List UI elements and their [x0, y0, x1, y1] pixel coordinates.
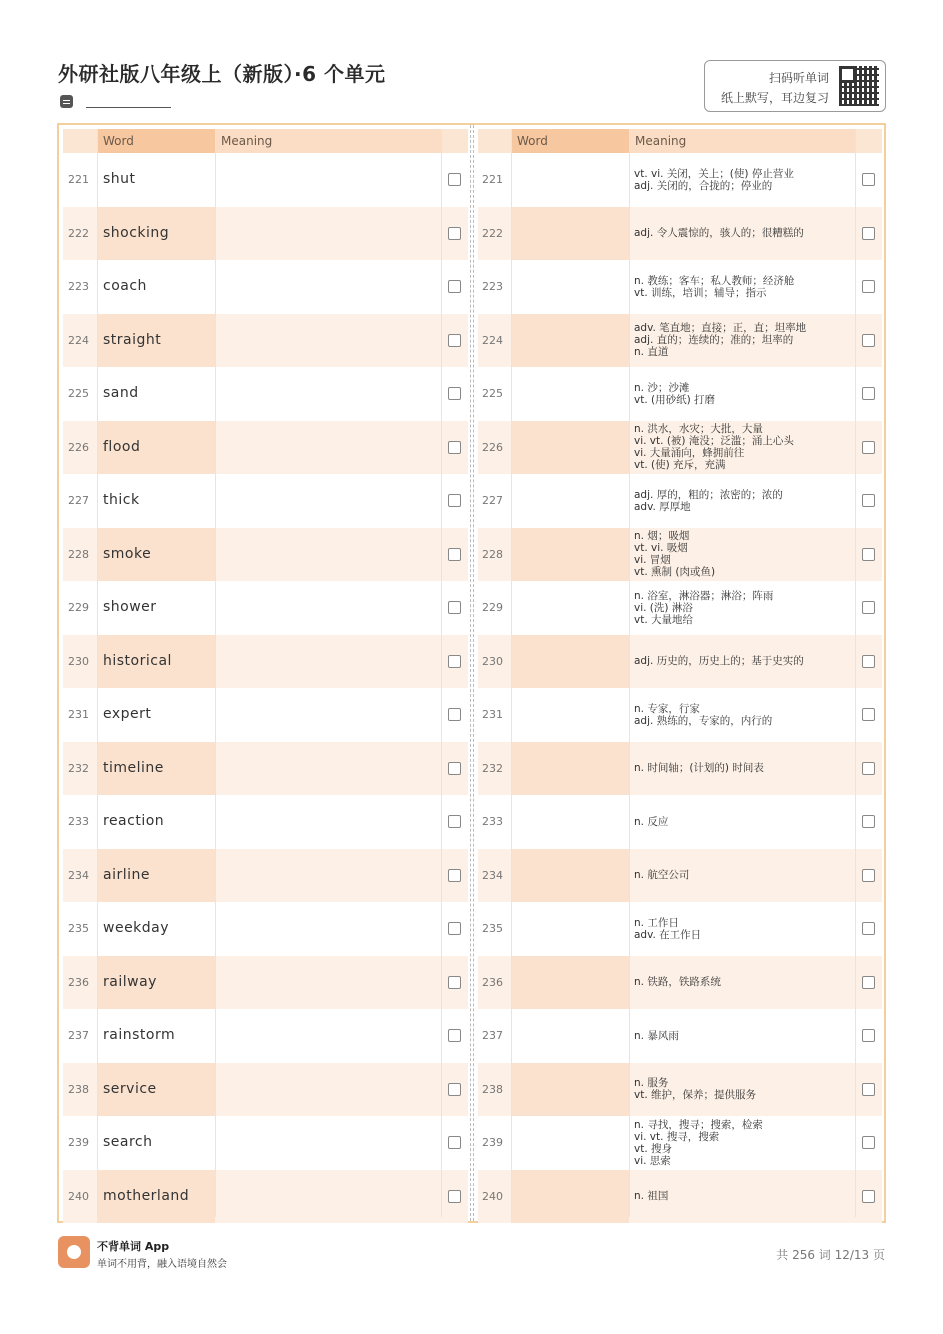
word-text: airline: [103, 866, 150, 883]
checkbox[interactable]: [448, 976, 461, 989]
table-row: [478, 528, 882, 582]
row-number: 236: [68, 975, 89, 989]
table-row: [478, 688, 882, 742]
table-row: [63, 1063, 468, 1117]
meaning-text: [634, 314, 856, 368]
word-blank[interactable]: [511, 367, 629, 421]
row-number: 239: [68, 1136, 89, 1149]
word-text: rainstorm: [103, 1027, 176, 1043]
column-divider: [441, 129, 442, 1217]
row-number: 227: [482, 494, 503, 507]
table-row: [478, 1063, 882, 1117]
app-slogan: 单词不用背，融入语境自然会: [97, 1259, 227, 1270]
row-number: 233: [482, 815, 503, 828]
word-blank[interactable]: [511, 474, 629, 528]
row-number: 231: [68, 708, 89, 721]
right-header-meaning: Meaning: [629, 129, 855, 153]
word-text: railway: [103, 973, 157, 990]
meaning-blank[interactable]: [215, 474, 441, 528]
row-number: 239: [482, 1136, 503, 1149]
meaning-line: vi. vt. 搜寻，搜索: [634, 1130, 720, 1143]
checkbox[interactable]: [448, 1029, 461, 1042]
meaning-line: vi. (洗) 淋浴: [634, 601, 693, 614]
column-divider: [511, 129, 512, 1217]
word-blank[interactable]: [511, 849, 629, 903]
meaning-text: [634, 367, 856, 421]
column-divider: [855, 129, 856, 1217]
table-row: [478, 207, 882, 261]
meaning-blank[interactable]: [215, 795, 441, 849]
table-row: [63, 153, 468, 207]
table-row: [478, 742, 882, 796]
word-blank[interactable]: [511, 956, 629, 1010]
checkbox[interactable]: [448, 922, 461, 935]
column-divider: [629, 129, 630, 1217]
meaning-line: vt. 训练，培训；辅导；指示: [634, 286, 767, 299]
checkbox[interactable]: [862, 655, 875, 668]
checkbox[interactable]: [448, 227, 461, 240]
column-divider: [215, 129, 216, 1217]
meaning-line: vt. 大量地给: [634, 613, 694, 626]
checkbox[interactable]: [862, 869, 875, 882]
qr-promo-line1: 扫码听单词: [768, 71, 829, 85]
table-row: [63, 367, 468, 421]
meaning-blank[interactable]: [215, 956, 441, 1010]
meaning-text: [634, 474, 856, 528]
table-row: [478, 367, 882, 421]
table-row: [478, 421, 882, 475]
word-blank[interactable]: [511, 742, 629, 796]
checkbox[interactable]: [862, 1190, 875, 1203]
table-row: [63, 635, 468, 689]
meaning-line: n. 铁路，铁路系统: [634, 976, 721, 989]
checkbox[interactable]: [862, 334, 875, 347]
meaning-line: vi. 大量涌向，蜂拥前往: [634, 447, 745, 460]
row-number: 222: [68, 226, 89, 240]
checkbox[interactable]: [862, 1083, 875, 1096]
table-row: [478, 956, 882, 1010]
table-row: [478, 314, 882, 368]
table-row: [63, 207, 468, 261]
checkbox[interactable]: [448, 1083, 461, 1096]
left-header-word: Word: [97, 129, 215, 153]
qr-promo-box[interactable]: [704, 60, 886, 112]
row-number: 230: [482, 654, 503, 668]
table-row: [478, 849, 882, 903]
checkbox[interactable]: [862, 548, 875, 561]
calendar-icon: [60, 95, 73, 108]
meaning-line: vt. vi. 吸烟: [634, 542, 688, 555]
page-title: 外研社版八年级上（新版）·6 个单元: [58, 62, 386, 86]
word-blank[interactable]: [511, 581, 629, 635]
word-blank[interactable]: [511, 1170, 629, 1224]
table-row: [478, 635, 882, 689]
meaning-text: [634, 153, 856, 207]
table-row: [478, 153, 882, 207]
table-row: [478, 1009, 882, 1063]
row-number: 237: [68, 1029, 89, 1042]
table-row: [478, 902, 882, 956]
row-number: 229: [68, 601, 89, 614]
meaning-line: adj. 厚的，粗的；浓密的；浓的: [634, 488, 783, 501]
checkbox[interactable]: [862, 1029, 875, 1042]
meaning-line: vi. vt. (被) 淹没；泛滥；涌上心头: [634, 435, 794, 448]
meaning-blank[interactable]: [215, 528, 441, 582]
meaning-line: vi. 冒烟: [634, 554, 671, 567]
word-text: reaction: [103, 813, 165, 829]
checkbox[interactable]: [862, 601, 875, 614]
meaning-line: vt. (使) 充斥，充满: [634, 459, 726, 472]
meaning-text: [634, 1170, 856, 1224]
table-row: [478, 1116, 882, 1170]
checkbox[interactable]: [862, 1136, 875, 1149]
meaning-line: adj. 熟练的，专家的，内行的: [634, 714, 773, 727]
row-number: 238: [68, 1082, 89, 1096]
word-blank[interactable]: [511, 421, 629, 475]
meaning-line: n. 祖国: [634, 1190, 669, 1203]
checkbox[interactable]: [862, 815, 875, 828]
meaning-line: n. 工作日: [634, 916, 679, 929]
meaning-text: [634, 902, 856, 956]
meaning-text: [634, 1063, 856, 1117]
app-name: 不背单词 App: [97, 1240, 170, 1253]
meaning-line: adv. 在工作日: [634, 928, 702, 941]
row-number: 228: [68, 547, 89, 561]
meaning-blank[interactable]: [215, 367, 441, 421]
meaning-line: adj. 关闭的，合拢的；停业的: [634, 179, 773, 192]
word-text: shocking: [103, 224, 170, 241]
column-divider: [97, 129, 98, 1217]
word-text: motherland: [103, 1187, 190, 1204]
checkbox[interactable]: [448, 815, 461, 828]
meaning-text: [634, 742, 856, 796]
row-number: 238: [482, 1082, 503, 1096]
meaning-text: [634, 795, 856, 849]
meaning-blank[interactable]: [215, 1063, 441, 1117]
checkbox[interactable]: [448, 1136, 461, 1149]
row-number: 224: [68, 333, 89, 347]
meaning-text: [634, 528, 856, 582]
word-text: shut: [103, 171, 136, 187]
date-blank-line: [86, 107, 171, 108]
checkbox[interactable]: [448, 601, 461, 614]
qr-promo-line2: 纸上默写，耳边复习: [720, 91, 829, 105]
row-number: 235: [482, 922, 503, 935]
meaning-line: adj. 历史的，历史上的；基于史实的: [634, 655, 804, 668]
meaning-line: n. 时间轴；(计划的) 时间表: [634, 762, 764, 775]
meaning-line: n. 服务: [634, 1077, 669, 1090]
meaning-text: [634, 207, 856, 261]
row-number: 225: [482, 387, 503, 400]
meaning-line: vt. 维护，保养；提供服务: [634, 1089, 757, 1102]
checkbox[interactable]: [448, 441, 461, 454]
row-number: 233: [68, 815, 89, 828]
row-number: 228: [482, 547, 503, 561]
meaning-blank[interactable]: [215, 688, 441, 742]
checkbox[interactable]: [862, 280, 875, 293]
row-number: 229: [482, 601, 503, 614]
table-row: [63, 849, 468, 903]
meaning-line: adj. 令人震惊的，骇人的；很糟糕的: [634, 227, 804, 240]
checkbox[interactable]: [448, 869, 461, 882]
row-number: 237: [482, 1029, 503, 1042]
row-number: 221: [482, 173, 503, 186]
table-row: [63, 795, 468, 849]
meaning-line: n. 教练；客车；私人教师；经济舱: [634, 274, 795, 287]
row-number: 221: [68, 173, 89, 186]
meaning-text: [634, 688, 856, 742]
checkbox[interactable]: [448, 280, 461, 293]
word-text: timeline: [103, 759, 164, 776]
row-number: 227: [68, 494, 89, 507]
meaning-text: [634, 260, 856, 314]
meaning-line: n. 直道: [634, 346, 669, 359]
meaning-text: [634, 421, 856, 475]
meaning-blank[interactable]: [215, 153, 441, 207]
meaning-line: n. 航空公司: [634, 869, 690, 882]
meaning-line: vt. (用砂纸) 打磨: [634, 393, 716, 406]
word-blank[interactable]: [511, 314, 629, 368]
table-row: [478, 1170, 882, 1224]
page-info: 共 256 词 12/13 页: [776, 1248, 885, 1262]
row-number: 222: [482, 226, 503, 240]
checkbox[interactable]: [862, 762, 875, 775]
row-number: 236: [482, 975, 503, 989]
table-row: [478, 260, 882, 314]
word-blank[interactable]: [511, 902, 629, 956]
meaning-line: n. 寻找，搜寻；搜索，检索: [634, 1118, 763, 1131]
row-number: 234: [482, 868, 503, 882]
meaning-blank[interactable]: [215, 260, 441, 314]
app-logo: [58, 1236, 90, 1268]
meaning-blank[interactable]: [215, 314, 441, 368]
word-text: sand: [103, 385, 139, 401]
table-row: [63, 902, 468, 956]
word-blank[interactable]: [511, 153, 629, 207]
table-row: [63, 1170, 468, 1224]
left-half-table: [59, 125, 470, 1221]
word-blank[interactable]: [511, 1009, 629, 1063]
meaning-line: n. 专家，行家: [634, 702, 700, 715]
table-row: [478, 795, 882, 849]
meaning-line: n. 洪水，水灾；大批，大量: [634, 423, 763, 436]
meaning-blank[interactable]: [215, 207, 441, 261]
table-row: [63, 1009, 468, 1063]
word-text: straight: [103, 331, 162, 348]
row-number: 230: [68, 654, 89, 668]
word-blank[interactable]: [511, 688, 629, 742]
checkbox[interactable]: [862, 494, 875, 507]
checkbox[interactable]: [448, 708, 461, 721]
table-row: [478, 581, 882, 635]
meaning-text: [634, 581, 856, 635]
meaning-blank[interactable]: [215, 849, 441, 903]
checkbox[interactable]: [862, 227, 875, 240]
checkbox[interactable]: [448, 387, 461, 400]
meaning-blank[interactable]: [215, 902, 441, 956]
checkbox[interactable]: [862, 976, 875, 989]
meaning-line: vt. 搜身: [634, 1142, 673, 1155]
meaning-line: n. 浴室，淋浴器；淋浴；阵雨: [634, 589, 774, 602]
table-row: [63, 581, 468, 635]
word-text: historical: [103, 652, 172, 669]
meaning-blank[interactable]: [215, 635, 441, 689]
table-row: [63, 1116, 468, 1170]
meaning-line: adv. 厚厚地: [634, 500, 691, 513]
table-row: [63, 314, 468, 368]
meaning-text: [634, 1009, 856, 1063]
row-number: 226: [68, 440, 89, 454]
checkbox[interactable]: [448, 548, 461, 561]
checkbox[interactable]: [862, 708, 875, 721]
checkbox[interactable]: [448, 762, 461, 775]
checkbox[interactable]: [862, 441, 875, 454]
meaning-line: adv. 笔直地；直接；正，直；坦率地: [634, 322, 807, 335]
row-number: 224: [482, 333, 503, 347]
word-blank[interactable]: [511, 1116, 629, 1170]
word-blank[interactable]: [511, 635, 629, 689]
meaning-line: n. 沙；沙滩: [634, 381, 690, 394]
table-row: [478, 474, 882, 528]
meaning-text: [634, 1116, 856, 1170]
checkbox[interactable]: [862, 922, 875, 935]
checkbox[interactable]: [448, 1190, 461, 1203]
word-text: coach: [103, 278, 147, 294]
meaning-line: vi. 思索: [634, 1154, 671, 1167]
left-header-meaning: Meaning: [215, 129, 441, 153]
word-blank[interactable]: [511, 207, 629, 261]
meaning-line: n. 暴风雨: [634, 1029, 679, 1042]
checkbox[interactable]: [448, 334, 461, 347]
table-row: [63, 260, 468, 314]
word-text: shower: [103, 599, 157, 615]
word-text: flood: [103, 438, 141, 455]
row-number: 235: [68, 922, 89, 935]
meaning-line: vt. 熏制 (肉或鱼): [634, 566, 716, 579]
meaning-text: [634, 956, 856, 1010]
meaning-blank[interactable]: [215, 742, 441, 796]
meaning-line: vt. vi. 关闭，关上；(使) 停止营业: [634, 167, 794, 180]
table-row: [63, 474, 468, 528]
vocab-table-frame: [57, 123, 886, 1223]
checkbox[interactable]: [862, 173, 875, 186]
row-number: 225: [68, 387, 89, 400]
table-row: [63, 421, 468, 475]
word-text: smoke: [103, 545, 152, 562]
qr-code-icon[interactable]: [839, 66, 879, 106]
right-half-table: [474, 125, 884, 1221]
meaning-line: n. 反应: [634, 815, 669, 828]
word-blank[interactable]: [511, 795, 629, 849]
table-row: [63, 742, 468, 796]
meaning-line: n. 烟；吸烟: [634, 530, 690, 543]
table-row: [63, 688, 468, 742]
row-number: 232: [482, 761, 503, 775]
word-blank[interactable]: [511, 260, 629, 314]
row-number: 223: [68, 280, 89, 293]
meaning-blank[interactable]: [215, 1116, 441, 1170]
row-number: 240: [482, 1189, 503, 1203]
meaning-blank[interactable]: [215, 1170, 441, 1224]
word-blank[interactable]: [511, 1063, 629, 1117]
word-text: search: [103, 1134, 153, 1150]
table-row: [63, 528, 468, 582]
meaning-blank[interactable]: [215, 421, 441, 475]
meaning-line: adj. 直的；连续的；准的；坦率的: [634, 334, 794, 347]
row-number: 231: [482, 708, 503, 721]
meaning-text: [634, 849, 856, 903]
meaning-blank[interactable]: [215, 1009, 441, 1063]
meaning-blank[interactable]: [215, 581, 441, 635]
word-text: service: [103, 1080, 157, 1097]
row-number: 232: [68, 761, 89, 775]
word-text: thick: [103, 492, 140, 508]
row-number: 240: [68, 1189, 89, 1203]
word-text: expert: [103, 706, 152, 722]
checkbox[interactable]: [448, 494, 461, 507]
word-text: weekday: [103, 920, 170, 936]
right-header-word: Word: [511, 129, 629, 153]
row-number: 234: [68, 868, 89, 882]
checkbox[interactable]: [448, 173, 461, 186]
row-number: 223: [482, 280, 503, 293]
checkbox[interactable]: [862, 387, 875, 400]
table-row: [63, 956, 468, 1010]
meaning-text: [634, 635, 856, 689]
row-number: 226: [482, 440, 503, 454]
word-blank[interactable]: [511, 528, 629, 582]
checkbox[interactable]: [448, 655, 461, 668]
